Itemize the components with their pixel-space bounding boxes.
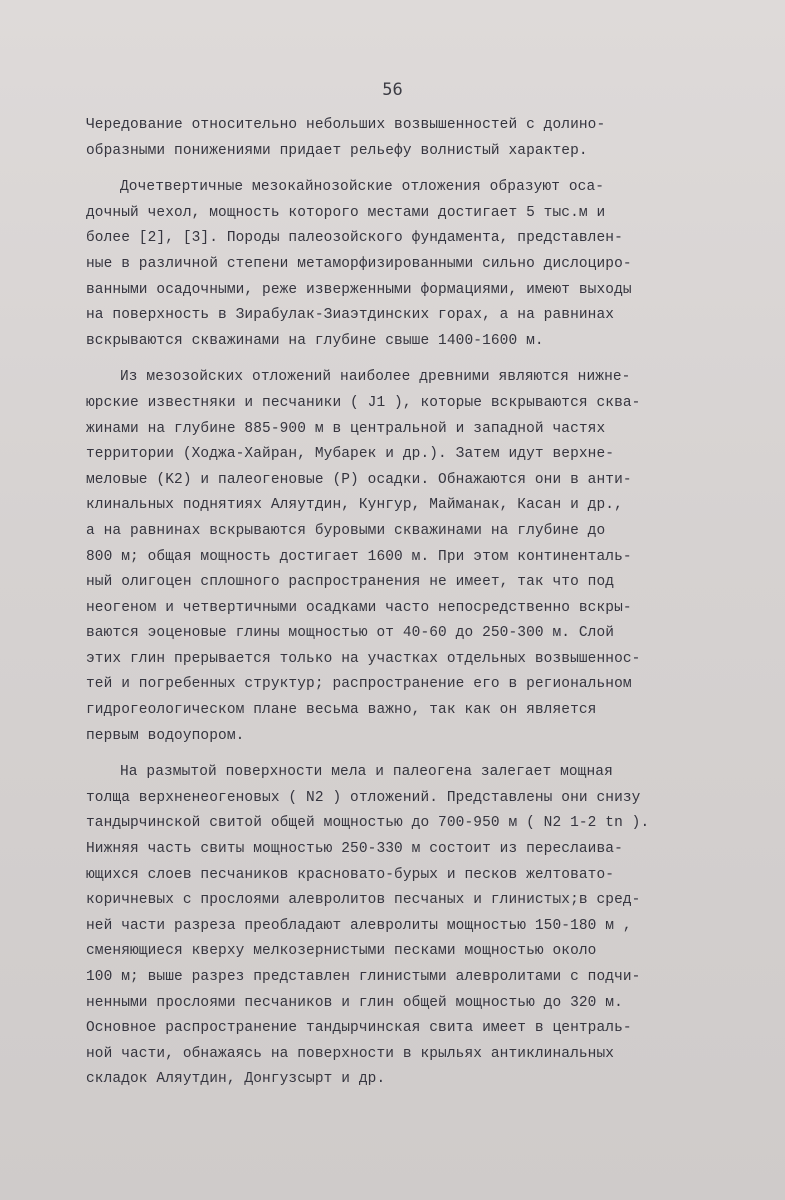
text-line: этих глин прерывается только на участках отдельных возвышеннос- xyxy=(86,650,641,667)
paragraph xyxy=(86,760,726,1093)
document-body xyxy=(86,113,726,1093)
text-line: сменяющиеся кверху мелкозернистыми песками мощностью около xyxy=(86,943,597,960)
text-line: территории (Ходжа-Хайран, Мубарек и др.). Затем идут верхне- xyxy=(86,446,615,463)
text-line: ванными осадочными, реже изверженными формациями, имеют выходы xyxy=(86,281,632,298)
text-line: ные в различной степени метаморфизированными сильно дислоциро- xyxy=(86,255,632,272)
text-line: клинальных поднятиях Аляутдин, Кунгур, Майманак, Касан и др., xyxy=(86,497,623,514)
text-line: Нижняя часть свиты мощностью 250-330 м состоит из переслаива- xyxy=(86,841,623,858)
text-line: складок Аляутдин, Донгузсырт и др. xyxy=(86,1071,386,1088)
text-line: Из мезозойских отложений наиболее древними являются нижне- xyxy=(120,369,631,386)
text-line: Основное распространение тандырчинская свита имеет в централь- xyxy=(86,1020,632,1037)
paragraph xyxy=(86,365,726,749)
text-line: дочный чехол, мощность которого местами достигает 5 тыс.м и xyxy=(86,204,606,221)
text-line: вскрываются скважинами на глубине свыше 1400-1600 м. xyxy=(86,332,544,349)
text-line: на поверхность в Зирабулак-Зиаэтдинских горах, а на равнинах xyxy=(86,307,615,324)
text-line: ющихся слоев песчаников красновато-бурых и песков желтовато- xyxy=(86,866,615,883)
paragraph xyxy=(86,175,726,354)
paragraph-gap xyxy=(86,354,726,365)
text-line: ный олигоцен сплошного распространения не имеет, так что под xyxy=(86,574,615,591)
text-line: На размытой поверхности мела и палеогена залегает мощная xyxy=(120,764,613,781)
text-line: толща верхненеогеновых ( N2 ) отложений. Представлены они снизу xyxy=(86,789,641,806)
text-line: Дочетвертичные мезокайнозойские отложения образуют оса- xyxy=(120,179,605,196)
text-line: меловые (K2) и палеогеновые (P) осадки. Обнажаются они в анти- xyxy=(86,471,632,488)
text-line: юрские известняки и песчаники ( J1 ), которые вскрываются сква- xyxy=(86,394,641,411)
text-line: гидрогеологическом плане весьма важно, так как он является xyxy=(86,702,597,719)
paragraph xyxy=(86,113,726,164)
text-line: а на равнинах вскрываются буровыми скважинами на глубине до xyxy=(86,522,606,539)
text-line: ненными прослоями песчаников и глин общей мощностью до 320 м. xyxy=(86,994,623,1011)
text-line: 800 м; общая мощность достигает 1600 м. При этом континенталь- xyxy=(86,548,632,565)
text-line: ной части, обнажаясь на поверхности в крыльях антиклинальных xyxy=(86,1045,615,1062)
text-line: ваются эоценовые глины мощностью от 40-60 до 250-300 м. Слой xyxy=(86,625,615,642)
page-number: 56 xyxy=(382,80,403,100)
text-line: ней части разреза преобладают алевролиты мощностью 150-180 м , xyxy=(86,917,632,934)
text-line: тей и погребенных структур; распространение его в региональном xyxy=(86,676,632,693)
text-line: Чередование относительно небольших возвышенностей с долино- xyxy=(86,117,606,133)
paragraph-gap xyxy=(86,749,726,760)
paragraph-gap xyxy=(86,164,726,175)
text-line: более [2], [3]. Породы палеозойского фундамента, представлен- xyxy=(86,230,623,247)
text-line: тандырчинской свитой общей мощностью до 700-950 м ( N2 1-2 tn ). xyxy=(86,815,650,832)
text-line: жинами на глубине 885-900 м в центральной и западной частях xyxy=(86,420,606,437)
text-line: 100 м; выше разрез представлен глинистыми алевролитами с подчи- xyxy=(86,969,641,985)
text-line: неогеном и четвертичными осадками часто непосредственно вскры- xyxy=(86,599,632,616)
text-line: коричневых с прослоями алевролитов песчаных и глинистых;в сред- xyxy=(86,892,641,909)
text-line: образными понижениями придает рельефу волнистый характер. xyxy=(86,142,588,159)
text-line: первым водоупором. xyxy=(86,727,245,744)
